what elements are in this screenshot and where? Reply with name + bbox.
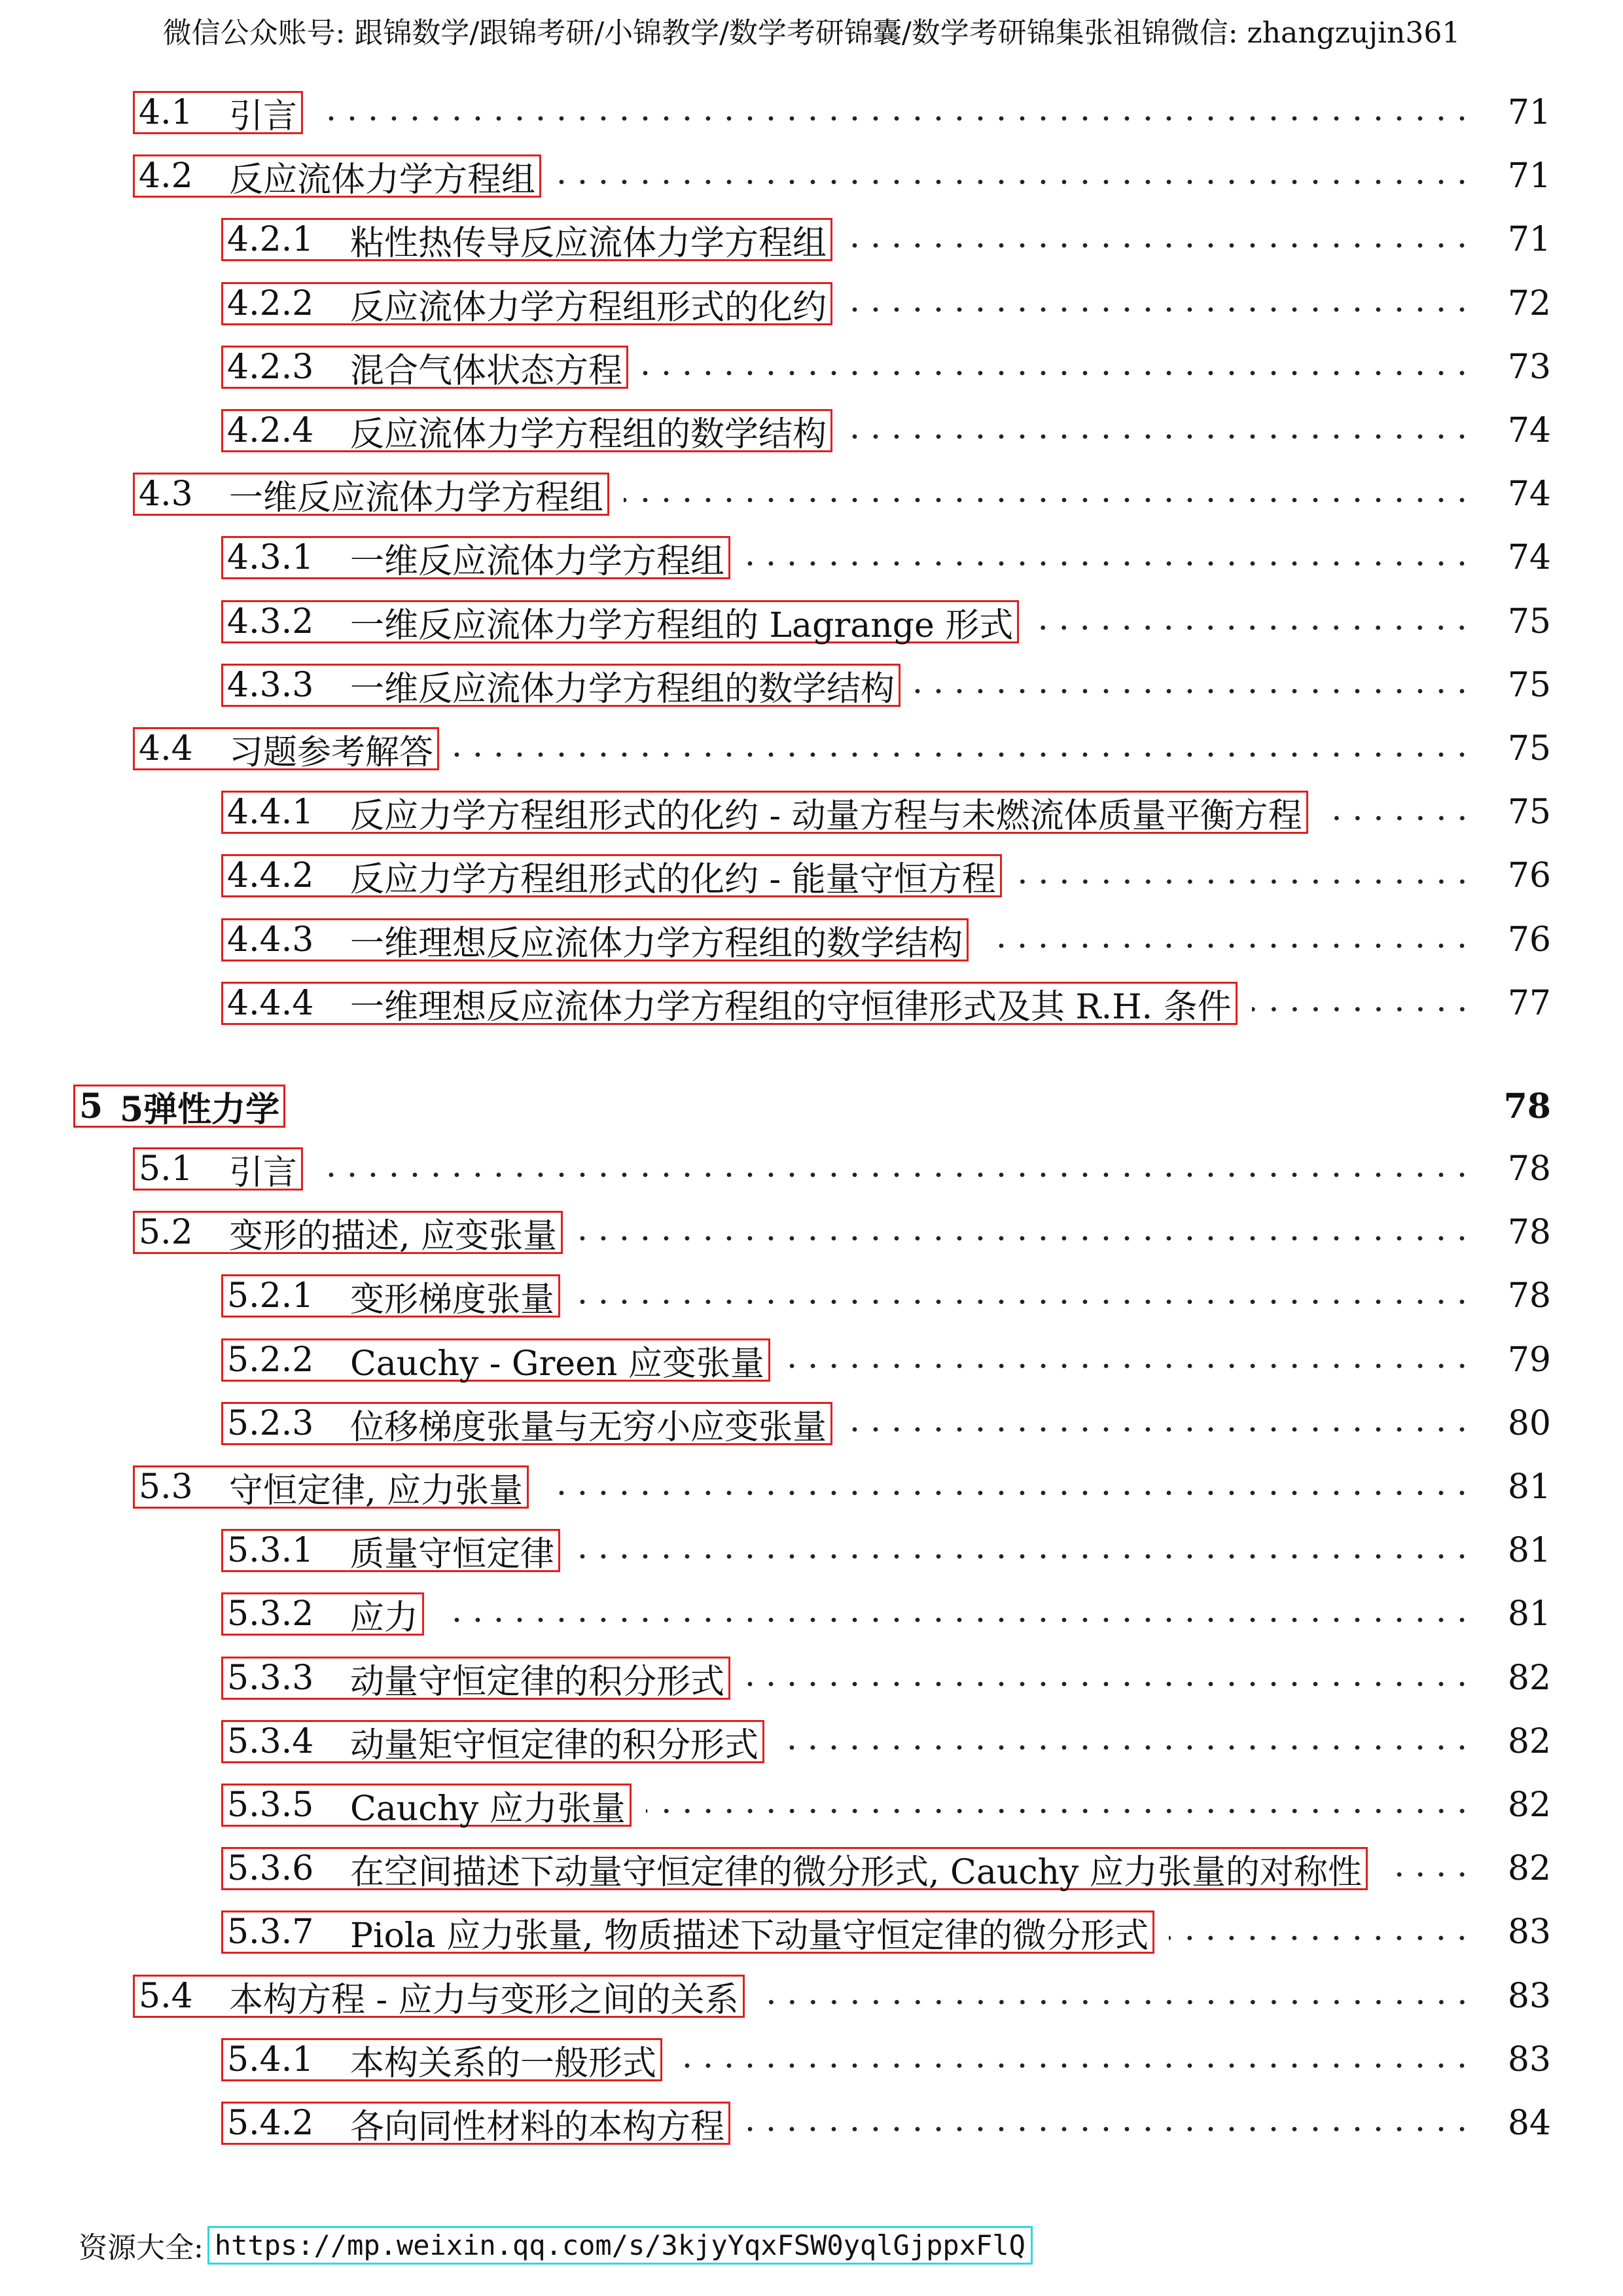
toc-entry-number: 5.3.5 — [227, 1785, 314, 1825]
dot-leader — [779, 1744, 1472, 1751]
toc-page-number: 83 — [1507, 2040, 1551, 2079]
toc-entry-link[interactable] — [133, 1975, 745, 2018]
toc-entry-title: 各向同性材料的本构方程 — [350, 2107, 725, 2147]
toc-page-number: 82 — [1507, 1785, 1551, 1825]
toc-entry-number: 5.3.1 — [227, 1531, 314, 1570]
toc-row — [133, 1145, 1551, 1193]
toc-entry-number: 5.3.6 — [227, 1849, 314, 1888]
toc-entry-title: 动量守恒定律的积分形式 — [350, 1662, 725, 1702]
toc-entry-title: Cauchy - Green 应变张量 — [350, 1344, 764, 1384]
toc-entry-number: 5.1 — [139, 1149, 193, 1189]
dot-leader — [677, 2062, 1472, 2069]
toc-entry-title: 反应流体力学方程组 — [229, 160, 536, 200]
toc-page-number: 74 — [1507, 538, 1551, 577]
toc-entry-title: Piola 应力张量, 物质描述下动量守恒定律的微分形式 — [350, 1916, 1149, 1956]
toc-entry-link[interactable] — [221, 536, 730, 579]
toc-page-number: 75 — [1507, 793, 1551, 832]
toc-row — [133, 1463, 1551, 1511]
toc-entry-number: 4.3.1 — [227, 538, 314, 577]
toc-entry-link[interactable] — [133, 154, 541, 198]
toc-entry-title: 粘性热传导反应流体力学方程组 — [350, 223, 827, 263]
dot-leader — [1169, 1935, 1472, 1941]
toc-entry-title: 变形梯度张量 — [350, 1280, 555, 1319]
toc-entry-number: 4.3.3 — [227, 666, 314, 705]
toc-entry-number: 4.2.3 — [227, 348, 314, 387]
dot-leader — [1016, 878, 1472, 885]
toc-entry-link[interactable] — [133, 727, 439, 770]
toc-entry-number: 4.4.3 — [227, 920, 314, 960]
toc-row — [221, 280, 1551, 327]
dot-leader — [624, 497, 1472, 503]
dot-leader — [759, 1999, 1472, 2005]
toc-entry-title: 一维反应流体力学方程组的 Lagrange 形式 — [350, 605, 1014, 645]
toc-entry-link[interactable] — [133, 1465, 529, 1509]
toc-entry-number: 5.3 — [139, 1467, 193, 1507]
toc-entry-title: 反应力学方程组形式的化约 - 动量方程与未燃流体质量平衡方程 — [350, 796, 1302, 836]
toc-entry-link[interactable] — [221, 218, 832, 261]
toc-entry-title: 在空间描述下动量守恒定律的微分形式, Cauchy 应力张量的对称性 — [350, 1852, 1362, 1892]
toc-entry-title: 位移梯度张量与无穷小应变张量 — [350, 1407, 827, 1447]
toc-row — [221, 534, 1551, 581]
dot-leader — [785, 1363, 1472, 1369]
toc-entry-title: 一维反应流体力学方程组 — [229, 478, 604, 518]
toc-entry-link[interactable] — [221, 918, 969, 961]
dot-leader — [543, 1490, 1472, 1496]
toc-row — [221, 2100, 1551, 2147]
toc-entry-title: 混合气体状态方程 — [350, 351, 623, 391]
toc-entry-number: 4.4.1 — [227, 793, 314, 832]
toc-entry-link[interactable] — [221, 1657, 730, 1700]
toc-page-number: 73 — [1507, 348, 1551, 387]
toc-page-number: 71 — [1507, 220, 1551, 259]
toc-entry-link[interactable] — [221, 2102, 730, 2145]
toc-page-number: 81 — [1507, 1467, 1551, 1507]
toc-page-number: 83 — [1507, 1977, 1551, 2016]
toc-page-number: 74 — [1507, 475, 1551, 514]
toc-entry-link[interactable] — [133, 91, 303, 134]
toc-row — [221, 1400, 1551, 1447]
toc-entry-number: 4.2.1 — [227, 220, 314, 259]
toc-entry-title: 本构方程 - 应力与变形之间的关系 — [229, 1980, 739, 2020]
toc-row — [221, 2036, 1551, 2083]
footer-label: 资源大全: — [79, 2231, 204, 2265]
toc-entry-number: 5.3.7 — [227, 1912, 314, 1952]
dot-leader — [983, 942, 1472, 949]
toc-row — [221, 1655, 1551, 1702]
toc-entry-link[interactable] — [221, 1529, 560, 1572]
toc-entry-title: 本构关系的一般形式 — [350, 2043, 657, 2083]
toc-entry-link[interactable] — [221, 1784, 632, 1827]
toc-entry-number: 5.2.3 — [227, 1404, 314, 1443]
toc-entry-number: 5.2.2 — [227, 1340, 314, 1380]
toc-page-number: 76 — [1507, 920, 1551, 960]
dot-leader — [438, 1617, 1472, 1623]
toc-row — [221, 1782, 1551, 1829]
toc-entry-title: 引言 — [229, 96, 298, 136]
page-footer — [79, 2224, 1033, 2266]
toc-entry-link[interactable] — [221, 1847, 1368, 1890]
dot-leader — [847, 1426, 1472, 1433]
toc-row — [133, 1209, 1551, 1256]
dot-leader — [847, 306, 1472, 313]
toc-row — [221, 980, 1551, 1027]
toc-entry-number: 4.4.4 — [227, 984, 314, 1023]
toc-row — [221, 1909, 1551, 1956]
toc-chapter-row — [73, 1083, 1551, 1130]
toc-page-number: 76 — [1507, 856, 1551, 895]
toc-entry-link[interactable] — [221, 282, 832, 325]
toc-page-number: 82 — [1507, 1849, 1551, 1888]
toc-page-number: 78 — [1507, 1149, 1551, 1189]
toc-entry-link[interactable] — [221, 854, 1002, 897]
toc-entry-number: 5.4.1 — [227, 2040, 314, 2079]
toc-entry-title: 反应流体力学方程组的数学结构 — [350, 414, 827, 454]
toc-entry-link[interactable] — [221, 1592, 424, 1636]
toc-entry-link[interactable] — [221, 791, 1308, 834]
dot-leader — [556, 179, 1472, 185]
dot-leader — [745, 2126, 1472, 2132]
toc-entry-title: 变形的描述, 应变张量 — [229, 1216, 558, 1256]
toc-entry-link[interactable] — [73, 1085, 285, 1128]
toc-entry-title: 动量矩守恒定律的积分形式 — [350, 1725, 759, 1765]
dot-leader — [454, 751, 1472, 758]
dot-leader — [643, 370, 1472, 376]
dot-leader — [317, 115, 1472, 122]
header-text: 微信公众账号: 跟锦数学/跟锦考研/小锦教学/数学考研锦囊/数学考研锦集张祖锦微信: zhangzujin361 — [162, 16, 1461, 50]
dot-leader — [745, 560, 1472, 567]
toc-entry-link[interactable] — [221, 1338, 770, 1382]
toc-entry-number: 4.3 — [139, 475, 193, 514]
toc-entry-title: 5弹性力学 — [120, 1089, 280, 1130]
toc-entry-title: 引言 — [229, 1153, 298, 1193]
toc-row — [221, 1527, 1551, 1574]
toc-page-number: 77 — [1507, 984, 1551, 1023]
toc-page-number: 81 — [1507, 1531, 1551, 1570]
toc-row — [221, 1272, 1551, 1319]
toc-page-number: 74 — [1507, 411, 1551, 450]
toc-page-number: 83 — [1507, 1912, 1551, 1952]
toc-entry-number: 4.2.2 — [227, 284, 314, 323]
resource-link[interactable]: https://mp.weixin.qq.com/s/3kjyYqxFSW0yqlGjppxFlQ — [207, 2226, 1033, 2265]
toc-entry-number: 5 — [79, 1086, 103, 1126]
toc-row — [221, 852, 1551, 899]
dot-leader — [915, 688, 1472, 694]
toc-entry-link[interactable] — [221, 1402, 832, 1445]
dot-leader — [317, 1172, 1472, 1178]
toc-entry-title: 习题参考解答 — [229, 732, 434, 772]
toc-page-number: 82 — [1507, 1659, 1551, 1698]
toc-page-number: 79 — [1507, 1340, 1551, 1380]
dot-leader — [1323, 815, 1472, 821]
toc-row — [133, 1973, 1551, 2020]
toc-row — [221, 1590, 1551, 1638]
dot-leader — [577, 1235, 1472, 1242]
dot-leader — [745, 1681, 1472, 1687]
toc-entry-title: 一维反应流体力学方程组 — [350, 541, 725, 581]
toc-row — [221, 407, 1551, 454]
toc-entry-number: 5.2.1 — [227, 1276, 314, 1316]
toc-entry-link[interactable] — [221, 664, 901, 707]
toc-entry-link[interactable] — [221, 600, 1019, 643]
toc-entry-number: 4.1 — [139, 93, 193, 132]
toc-page-number: 78 — [1507, 1276, 1551, 1316]
toc-row — [221, 1336, 1551, 1384]
toc-page-number: 75 — [1507, 729, 1551, 768]
toc-entry-link[interactable] — [133, 1211, 563, 1254]
toc-page-number: 80 — [1507, 1404, 1551, 1443]
toc-entry-link[interactable] — [221, 2038, 662, 2081]
toc-row — [221, 216, 1551, 263]
toc-entry-title: 一维理想反应流体力学方程组的守恒律形式及其 R.H. 条件 — [350, 987, 1232, 1027]
toc-row — [221, 344, 1551, 391]
toc-entry-link[interactable] — [221, 982, 1238, 1025]
toc-page-number: 71 — [1507, 156, 1551, 196]
toc-row — [133, 152, 1551, 200]
toc-entry-title: 守恒定律, 应力张量 — [229, 1471, 524, 1511]
toc-entry-number: 5.4 — [139, 1977, 193, 2016]
toc-entry-link[interactable] — [133, 473, 609, 516]
toc-entry-number: 4.3.2 — [227, 602, 314, 641]
toc-entry-number: 5.2 — [139, 1213, 193, 1252]
toc-row — [133, 471, 1551, 518]
toc-row — [133, 725, 1551, 772]
toc-page-number: 72 — [1507, 284, 1551, 323]
toc-row — [221, 662, 1551, 709]
toc-entry-link[interactable] — [221, 1910, 1154, 1954]
toc-page-number: 82 — [1507, 1722, 1551, 1761]
toc-page-number: 78 — [1507, 1213, 1551, 1252]
toc-page-number: 75 — [1507, 666, 1551, 705]
toc-entry-number: 5.3.3 — [227, 1659, 314, 1698]
toc-entry-title: 质量守恒定律 — [350, 1534, 555, 1574]
toc-entry-link[interactable] — [133, 1147, 303, 1191]
toc-entry-number: 5.4.2 — [227, 2104, 314, 2143]
toc-page-number: 75 — [1507, 602, 1551, 641]
dot-leader — [1033, 624, 1472, 631]
toc-entry-number: 5.3.2 — [227, 1594, 314, 1634]
toc-entry-title: 反应流体力学方程组形式的化约 — [350, 287, 827, 327]
toc-entry-link[interactable] — [221, 1720, 764, 1763]
toc-entry-link[interactable] — [221, 346, 628, 389]
toc-row — [221, 1718, 1551, 1765]
toc-page-number: 84 — [1507, 2104, 1551, 2143]
page-header — [0, 10, 1623, 56]
dot-leader — [847, 433, 1472, 440]
dot-leader — [575, 1299, 1472, 1305]
toc-entry-title: 一维理想反应流体力学方程组的数学结构 — [350, 924, 963, 963]
dot-leader — [300, 1109, 1472, 1115]
toc-entry-number: 4.2 — [139, 156, 193, 196]
dot-leader — [1382, 1871, 1472, 1878]
toc-entry-title: Cauchy 应力张量 — [350, 1789, 626, 1829]
dot-leader — [1252, 1006, 1472, 1013]
toc-row — [221, 789, 1551, 836]
toc-page-number: 81 — [1507, 1594, 1551, 1634]
toc-row — [221, 916, 1551, 963]
toc-page-number: 78 — [1503, 1086, 1551, 1126]
toc-entry-link[interactable] — [221, 1274, 560, 1318]
toc-entry-title: 应力 — [350, 1598, 419, 1638]
toc-entry-number: 4.2.4 — [227, 411, 314, 450]
toc-row — [221, 598, 1551, 645]
dot-leader — [646, 1808, 1472, 1814]
toc-entry-title: 一维反应流体力学方程组的数学结构 — [350, 669, 895, 709]
dot-leader — [575, 1553, 1472, 1560]
toc-entry-title: 反应力学方程组形式的化约 - 能量守恒方程 — [350, 859, 996, 899]
toc-page-number: 71 — [1507, 93, 1551, 132]
toc-row — [133, 89, 1551, 136]
toc-entry-number: 4.4 — [139, 729, 193, 768]
toc-entry-number: 5.3.4 — [227, 1722, 314, 1761]
toc-entry-number: 4.4.2 — [227, 856, 314, 895]
dot-leader — [847, 242, 1472, 249]
toc-row — [221, 1845, 1551, 1892]
toc-entry-link[interactable] — [221, 409, 832, 452]
